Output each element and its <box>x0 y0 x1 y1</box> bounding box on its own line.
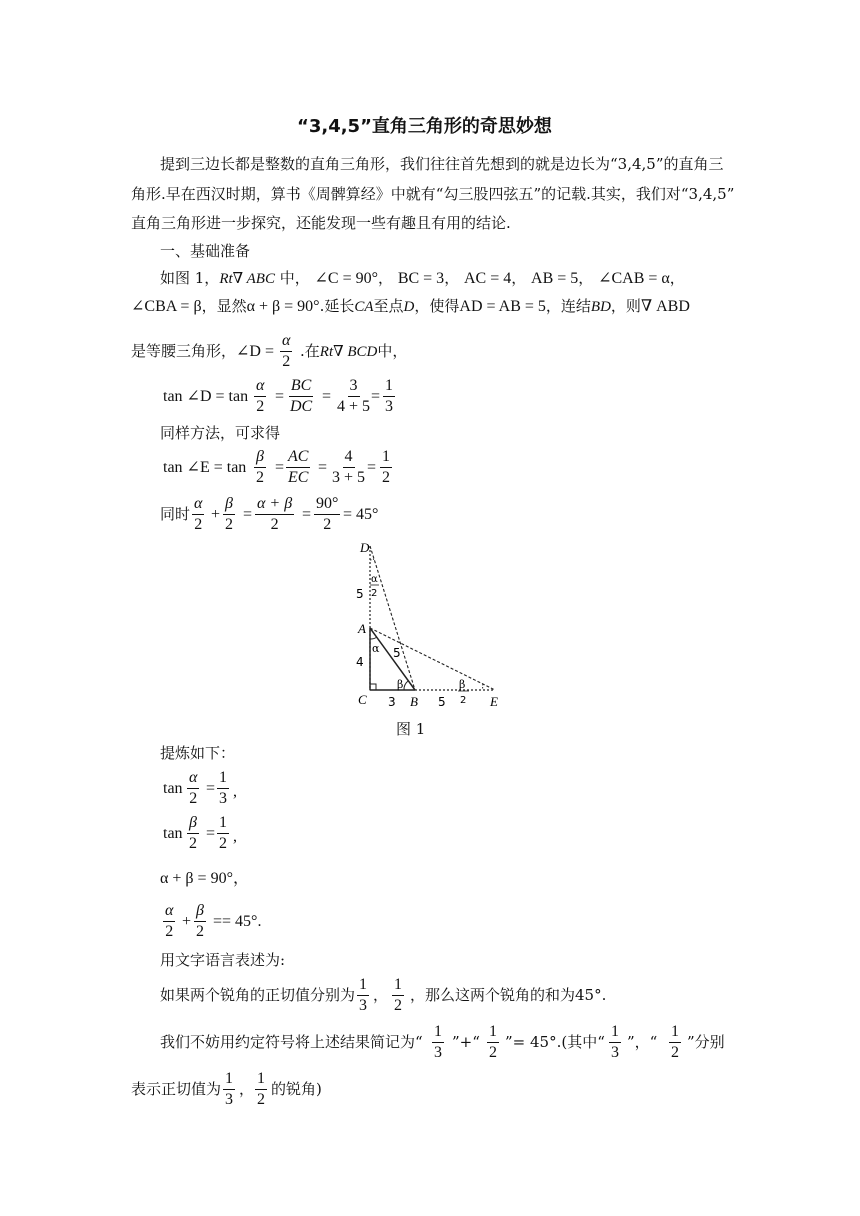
denominator: 2 <box>256 469 264 486</box>
numerator: 1 <box>357 977 369 996</box>
eq2-frac-3 <box>330 449 367 486</box>
math: Rt <box>219 271 233 287</box>
angle-beta-label: β <box>397 678 404 691</box>
angle-e-half-den: 2 <box>460 695 467 706</box>
numerator: 1 <box>383 378 395 397</box>
r1-frac-2 <box>217 770 229 807</box>
prep-line-3b: ∠D = <box>236 343 274 360</box>
eq3-lead: 同时 <box>160 505 191 523</box>
math: ∠CAB = α <box>598 270 670 287</box>
r4-frac-1 <box>163 903 175 940</box>
numerator: 90° <box>314 496 340 515</box>
denominator: 3 + 5 <box>332 469 366 486</box>
math: ABC <box>243 271 275 287</box>
numerator: α <box>280 333 292 352</box>
denominator: DC <box>290 398 313 415</box>
section-heading: 一、基础准备 <box>160 242 251 260</box>
angle-d-half-num: α <box>371 574 378 585</box>
page-title: “3,4,5”直角三角形的奇思妙想 <box>297 116 552 137</box>
numerator: 4 <box>343 449 355 468</box>
conv-q3: ”，“ <box>627 1033 658 1051</box>
eq2-frac-1 <box>254 449 266 486</box>
same-method-text: 同样方法，可求得 <box>160 424 281 442</box>
eq3-frac-1 <box>192 496 204 533</box>
comma: , <box>233 828 237 845</box>
r2-frac-1 <box>187 815 199 852</box>
eq1-frac-1 <box>254 378 266 415</box>
angle-alpha-label: α <box>372 642 380 655</box>
math: ∇ <box>232 269 244 287</box>
eq-sign: = <box>275 388 285 405</box>
r3-formula: α + β = 90°， <box>160 870 249 887</box>
eq2-frac-4 <box>380 449 392 486</box>
math: BC = 3 <box>397 270 445 287</box>
text: ，则 <box>610 297 641 315</box>
text: 中， <box>274 269 310 287</box>
numerator: α + β <box>255 496 294 515</box>
desc-pre: 如果两个锐角的正切值分别为 <box>160 986 356 1004</box>
denominator: 3 <box>385 398 393 415</box>
math: ∠C = 90° <box>314 270 379 287</box>
denominator: 2 <box>225 516 233 533</box>
math: AB = 5 <box>531 270 579 287</box>
angle-e-half-num: β <box>459 678 466 691</box>
conv-pre: 我们不妨用约定符号将上述结果简记为“ <box>160 1033 423 1051</box>
intro-line-1: 提到三边长都是整数的直角三角形，我们往往首先想到的就是边长为“3,4,5”的直角三 <box>160 155 724 173</box>
conv-q2: ”= 45°.(其中“ <box>505 1033 605 1051</box>
conv-frac-1 <box>432 1024 444 1061</box>
numerator: α <box>163 903 175 922</box>
separator: ， <box>239 1080 255 1098</box>
numerator: 1 <box>487 1024 499 1043</box>
math: . <box>257 913 262 930</box>
segment-ae <box>370 628 495 690</box>
text: ， <box>444 269 460 287</box>
desc-frac-2 <box>392 977 404 1014</box>
numerator: α <box>254 378 266 397</box>
math: Rt∇ BCD <box>319 344 378 360</box>
denominator: EC <box>288 469 309 486</box>
comma: , <box>233 783 237 800</box>
numerator: α <box>187 770 199 789</box>
math: D <box>403 299 415 315</box>
plus-sign: + <box>211 506 221 523</box>
denominator: 2 <box>489 1044 497 1061</box>
eq3-frac-2 <box>223 496 235 533</box>
denominator: 2 <box>394 997 402 1014</box>
text: ，显然 <box>201 297 247 315</box>
conv-q1: ”+“ <box>452 1033 480 1051</box>
text: ， <box>511 269 527 287</box>
last-frac-1 <box>223 1071 235 1108</box>
length-ad-label: 5 <box>356 587 364 601</box>
math: α + β = 90° <box>246 298 320 315</box>
length-be-label: 5 <box>438 695 446 709</box>
text: ，使得 <box>414 297 460 315</box>
prep-line-3a: 是等腰三角形， <box>131 342 237 360</box>
numerator: 1 <box>223 1071 235 1090</box>
numerator: 1 <box>380 449 392 468</box>
numerator: 1 <box>255 1071 267 1090</box>
figure-caption: 图 1 <box>396 720 426 738</box>
eq3-frac-4 <box>314 496 340 533</box>
text: 中， <box>377 342 408 360</box>
numerator: β <box>194 903 206 922</box>
denominator: 2 <box>165 923 174 940</box>
text: 如图 1， <box>160 269 220 287</box>
eq-sign: = <box>206 780 216 797</box>
text: ， <box>578 269 594 287</box>
denominator: 2 <box>270 516 279 533</box>
eq-sign: = <box>371 388 381 405</box>
refine-text: 提炼如下： <box>160 744 236 762</box>
eq3-result: = 45° <box>343 506 379 523</box>
eq-sign: = <box>243 506 253 523</box>
eq-sign: = <box>275 459 285 476</box>
text: .延长 <box>319 297 355 315</box>
math: CA <box>354 299 374 315</box>
point-a-label: A <box>358 621 366 636</box>
denominator: 3 <box>611 1044 619 1061</box>
angle-arc-b <box>404 681 408 690</box>
numerator: 1 <box>217 815 229 834</box>
prep-line-1 <box>160 271 685 287</box>
numerator: 1 <box>392 977 404 996</box>
fraction-alpha-half <box>280 333 292 370</box>
numerator: β <box>187 815 199 834</box>
r1-frac-1 <box>187 770 199 807</box>
eq-sign: = <box>367 459 377 476</box>
text: .在 <box>300 342 320 360</box>
math: BD <box>590 299 611 315</box>
numerator: α <box>192 496 204 515</box>
text: ， <box>378 269 394 287</box>
eq-sign: = <box>206 825 216 842</box>
text: ， <box>669 269 685 287</box>
eq1-lhs: tan ∠D = tan <box>163 388 249 405</box>
last-post: 的锐角) <box>271 1080 322 1098</box>
text-desc-heading: 用文字语言表述为: <box>160 951 286 969</box>
denominator: 2 <box>671 1044 679 1061</box>
denominator: 2 <box>196 923 204 940</box>
numerator: β <box>254 449 266 468</box>
conv-frac-2 <box>487 1024 499 1061</box>
math: == 45° <box>213 913 258 930</box>
angle-d-half-den: 2 <box>371 588 378 599</box>
r4-frac-2 <box>194 903 206 940</box>
text: 至点 <box>373 297 404 315</box>
intro-line-2: 角形.早在西汉时期，算书《周髀算经》中就有“勾三股四弦五”的记载.其实，我们对“3,4,5” <box>131 185 735 203</box>
numerator: 1 <box>217 770 229 789</box>
conv-frac-4 <box>669 1024 681 1061</box>
plus-sign: + <box>182 913 192 930</box>
r1-tan: tan <box>163 780 183 797</box>
math: ∇ ABD <box>640 298 690 315</box>
length-cb-label: 3 <box>388 695 396 709</box>
text: ，连结 <box>545 297 591 315</box>
numerator: β <box>223 496 235 515</box>
separator: ， <box>373 986 389 1004</box>
prep-line-2 <box>131 299 690 315</box>
length-ab-label: 5 <box>393 646 401 660</box>
denominator: 2 <box>189 790 198 807</box>
conv-q4: ”分别 <box>687 1033 725 1051</box>
denominator: 2 <box>219 835 227 852</box>
r2-tan: tan <box>163 825 183 842</box>
right-angle-mark <box>370 684 376 690</box>
numerator: BC <box>289 378 313 397</box>
denominator: 2 <box>194 516 203 533</box>
conv-frac-3 <box>609 1024 621 1061</box>
angle-arc-a <box>370 637 377 639</box>
prep-line-3c <box>300 344 407 360</box>
denominator: 3 <box>225 1091 233 1108</box>
figure-1-diagram <box>340 538 520 738</box>
eq1-frac-3 <box>335 378 372 415</box>
last-frac-2 <box>255 1071 267 1108</box>
eq-sign: = <box>318 459 328 476</box>
point-c-label: C <box>358 692 367 707</box>
desc-post: ，那么这两个锐角的和为45°. <box>410 986 607 1004</box>
desc-frac-1 <box>357 977 369 1014</box>
numerator: 1 <box>609 1024 621 1043</box>
denominator: 2 <box>382 469 390 486</box>
angle-arc-d <box>370 559 374 560</box>
r2-frac-2 <box>217 815 229 852</box>
point-e-label: E <box>490 694 498 709</box>
eq1-frac-2 <box>288 378 314 415</box>
denominator: 2 <box>282 353 291 370</box>
denominator: 2 <box>257 1091 265 1108</box>
numerator: 3 <box>348 378 360 397</box>
length-ac-label: 4 <box>356 655 364 669</box>
math: ∠CBA = β <box>131 298 202 315</box>
eq1-frac-4 <box>383 378 395 415</box>
math: AD = AB = 5 <box>459 298 546 315</box>
denominator: 3 <box>434 1044 442 1061</box>
eq2-frac-2 <box>286 449 310 486</box>
numerator: AC <box>286 449 310 468</box>
denominator: 2 <box>189 835 197 852</box>
point-b-label: B <box>410 694 418 709</box>
r4-result <box>213 914 261 930</box>
denominator: 3 <box>219 790 227 807</box>
numerator: 1 <box>669 1024 681 1043</box>
last-pre: 表示正切值为 <box>131 1080 222 1098</box>
eq-sign: = <box>322 388 332 405</box>
numerator: 1 <box>432 1024 444 1043</box>
denominator: 3 <box>359 997 367 1014</box>
segment-db <box>370 546 415 690</box>
eq3-frac-3 <box>255 496 294 533</box>
denominator: 4 + 5 <box>337 398 371 415</box>
point-d-label: D <box>360 540 370 555</box>
intro-line-3: 直角三角形进一步探究，还能发现一些有趣且有用的结论. <box>131 214 511 232</box>
denominator: 2 <box>256 398 265 415</box>
eq-sign: = <box>302 506 312 523</box>
math: AC = 4 <box>463 270 512 287</box>
denominator: 2 <box>323 516 332 533</box>
eq2-lhs: tan ∠E = tan <box>163 459 247 476</box>
